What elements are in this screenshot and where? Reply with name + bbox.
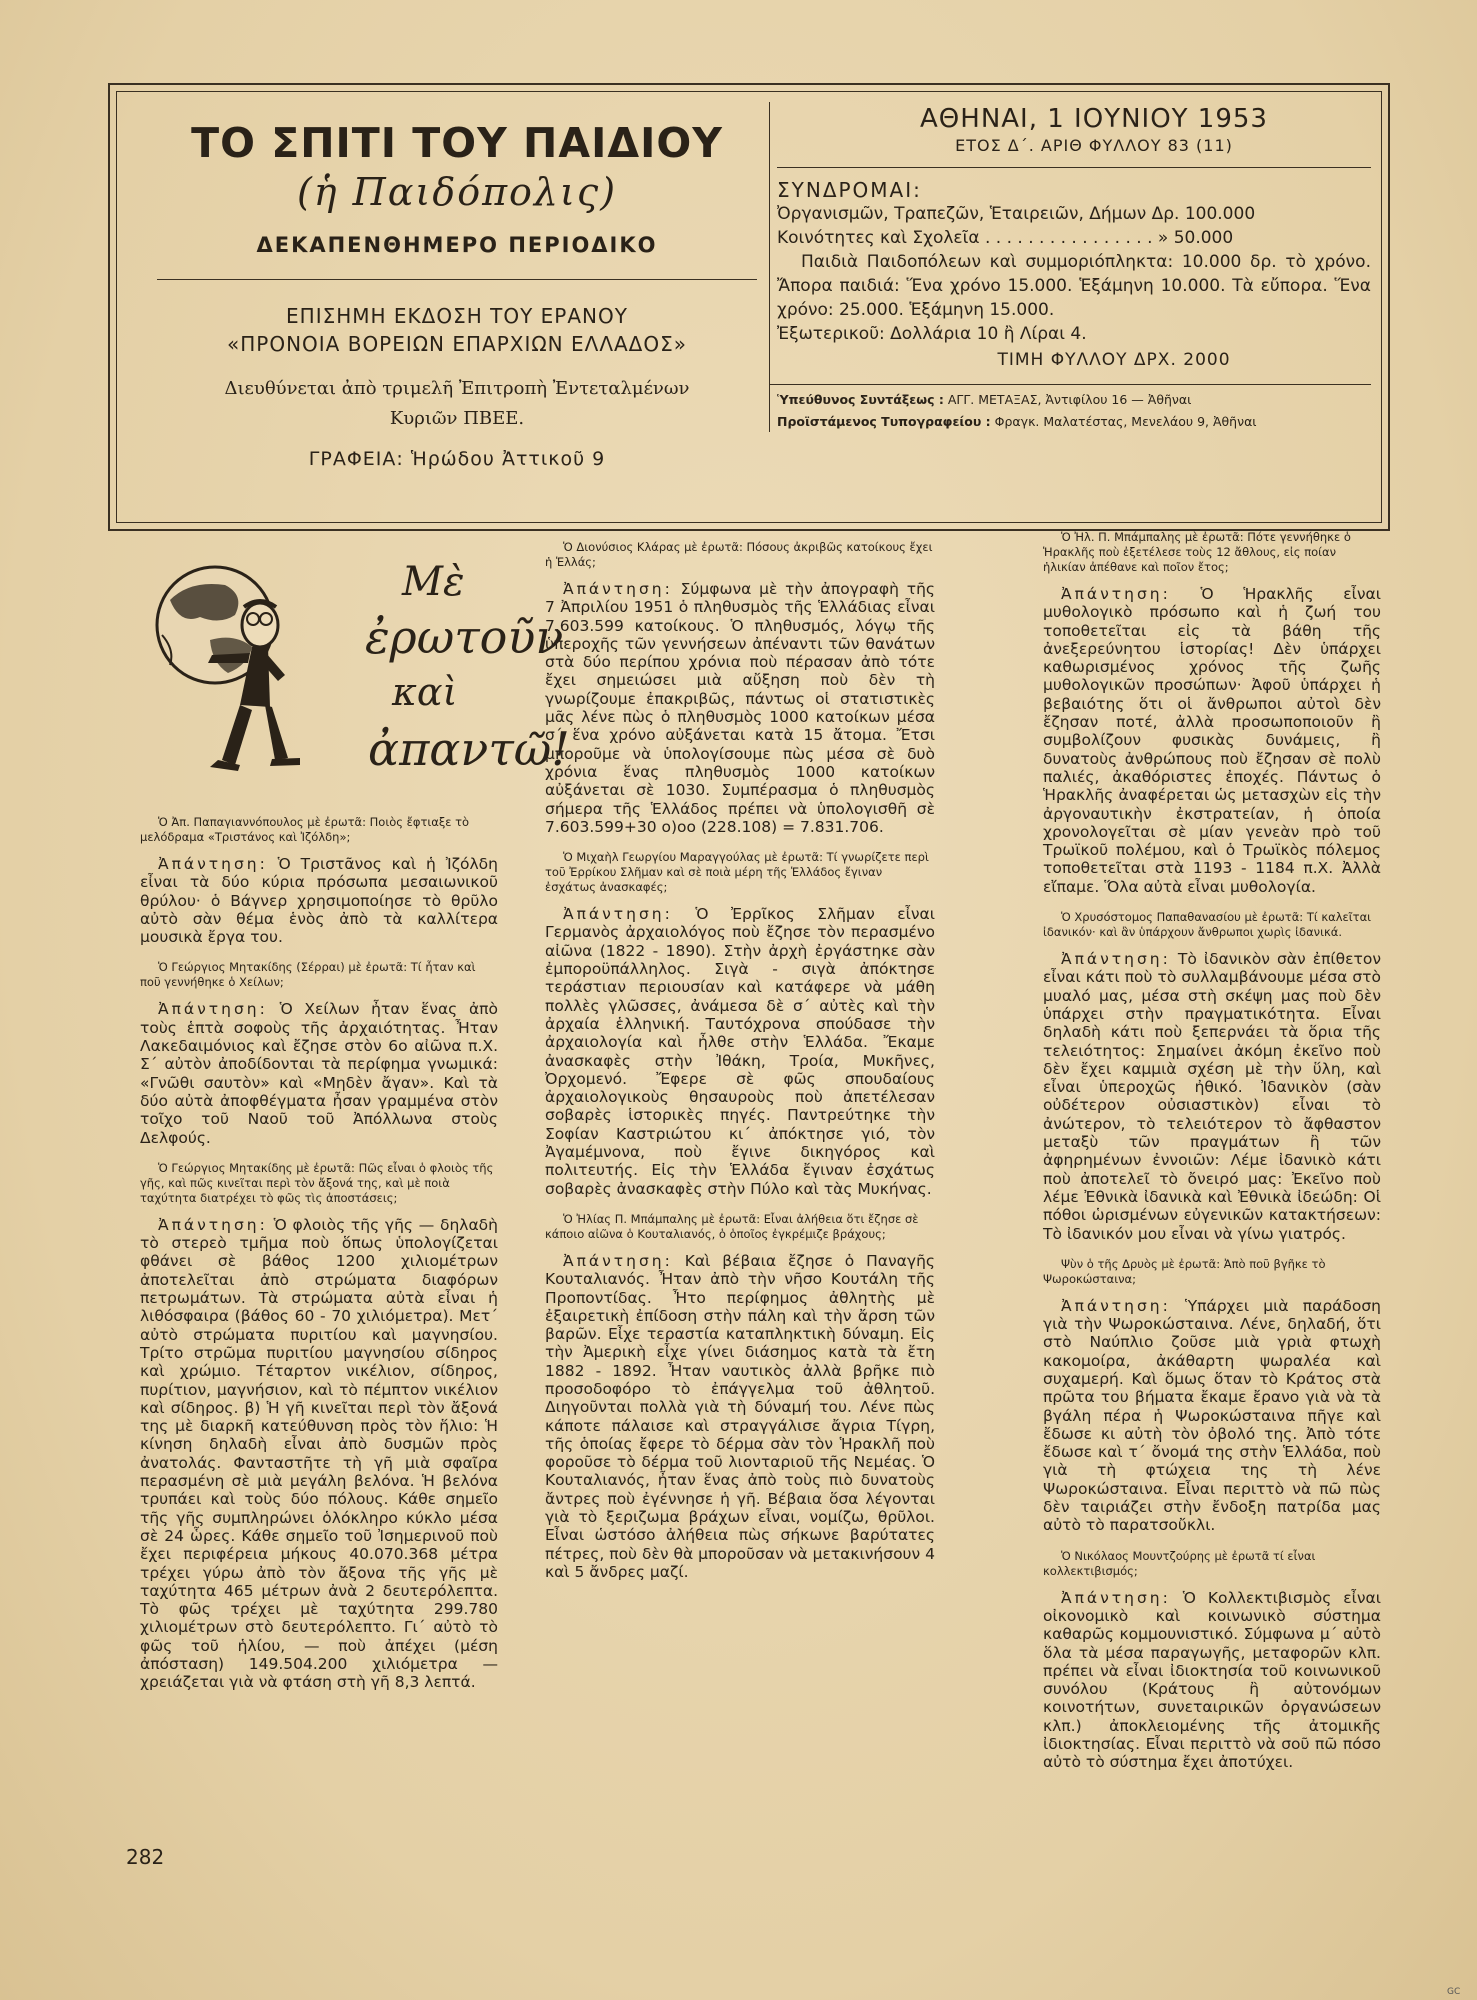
masthead-left [137, 92, 777, 522]
answer-label: Ἀπάντηση: [158, 1000, 268, 1019]
answer-text: Ὑπάρχει μιὰ παράδοση γιὰ τὴν Ψωροκώσταινα. Λένε, δηλαδή, ὅτι στὸ Ναύπλιο ζοῦσε μιὰ γριὰ φτωχὴ κακομοίρα, ἀκάθαρτη ψωραλέα καὶ συχαμερή. Καὶ ὅμως ὅταν τὸ Κράτος στὰ πρῶτα του βήματα ἔκαμε ἔρανο γιὰ νὰ τὰ βγάλη πέρα ἡ Ψωροκώσταινα πῆγε καὶ ἔδωσε κι αὐτὴ τὸν ὀβολό της. Ἀπὸ τότε ἔδωσε καὶ τ΄ ὄνομά της στὴν Ἑλλάδα, ποὺ γιὰ τὴ φτώχεια της τὴ λένε Ψωροκώσταινα. Εἶναι περιττὸ νὰ πῶ πὼς δὲν ταιριάζει στὴν ἔνδοξη πατρίδα μας αὐτὸ τὸ παρατσοὔκλι. [1043, 1296, 1381, 1535]
question-text: Ὁ Ἠλίας Π. Μπάμπαλης μὲ ἐρωτᾶ: Εἶναι ἀλήθεια ὅτι ἔζησε σὲ κάποιο αἰῶνα ὁ Κουταλιανός, ὁ ὁποῖος ἐγκρέμιζε βράχους; [545, 1211, 919, 1241]
column-title-line-4: ἀπαντῶ! [368, 722, 570, 776]
editor-line [777, 389, 1371, 411]
issue-date: ΑΘΗΝΑΙ, 1 ΙΟΥΝΙΟΥ 1953 [920, 104, 1268, 134]
answer-paragraph [140, 855, 498, 946]
printer-name: Φραγκ. Μαλατέστας, Μενελάου 9, Ἀθῆναι [994, 414, 1257, 429]
question-text: Ὁ Χρυσόστομος Παπαθανασίου μὲ ἐρωτᾶ: Τί καλεῖται ἰδανικόν· καὶ ἂν ὑπάρχουν ἄνθρωποι χωρὶς ἰδανικά. [1043, 910, 1372, 940]
answer-text: Σύμφωνα μὲ τὴν ἀπογραφὴ τῆς 7 Ἀπριλίου 1951 ὁ πληθυσμὸς τῆς Ἑλλάδιας εἶναι 7.603.599 κατοίκους. Ὁ πληθυσμός, λόγῳ τῆς ὑπεροχῆς τῶν γεννήσεων ἀπέναντι τῶν θανάτων στὰ δύο περίπου χρόνια ποὺ πέρασαν ἀπὸ τότε ἔχει σημειώσει μιὰ αὔξηση ποὺ δὲν τὴ γνωρίζουμε ἐπακριβῶς, πάντως οἱ στατιστικὲς μᾶς λένε πὼς ὁ πληθυσμὸς 1000 κατοίκων μέσα σ΄ ἕνα χρόνο αὐξάνεται κατὰ 15 ἄτομα. Ἔτσι μποροῦμε νὰ ὑπολογίσουμε πὼς μέσα σὲ δυὸ χρόνια ἕνας πληθυσμὸς 1000 κατοίκων αὐξάνεται σὲ 1030. Συμπέρασμα ὁ πληθυσμὸς σήμερα τῆς Ἑλλάδος πρέπει νὰ ὑπολογισθῆ σὲ 7.603.599+30 ο)οο (228.108) = 7.831.706. [545, 580, 935, 836]
page-number: 282 [126, 1845, 165, 1869]
official-line-1: ΕΠΙΣΗΜΗ ΕΚΔΟΣΗ ΤΟΥ ΕΡΑΝΟΥ [286, 304, 628, 328]
answer-paragraph [545, 580, 935, 836]
answer-paragraph [140, 1216, 498, 1692]
column-2 [545, 540, 935, 1595]
issue-number: ΕΤΟΣ Δ΄. ΑΡΙΘ ΦΥΛΛΟΥ 83 (11) [955, 136, 1233, 155]
answer-label: Ἀπάντηση: [563, 580, 673, 598]
answer-label: Ἀπάντηση: [1061, 1296, 1171, 1315]
offices-address: ΓΡΑΦΕΙΑ: Ἡρώδου Ἀττικοῦ 9 [308, 448, 606, 470]
managed-line-1: Διευθύνεται ἀπὸ τριμελῆ Ἐπιτροπὴ Ἐντεταλμένων [224, 378, 690, 399]
subscription-line-1: Ὀργανισμῶν, Τραπεζῶν, Ἑταιρειῶν, Δήμων Δρ. 100.000 [777, 204, 1256, 224]
answer-paragraph [140, 1000, 498, 1146]
answer-label: Ἀπάντηση: [1061, 585, 1171, 603]
subscription-line-4: Ἐξωτερικοῦ: Δολλάρια 10 ἢ Λίραι 4. [777, 324, 1087, 344]
masthead-right [777, 92, 1371, 522]
answer-text: Καὶ βέβαια ἔζησε ὁ Παναγῆς Κουταλιανός. Ἦταν ἀπὸ τὴν νῆσο Κουτάλη τῆς Προποντίδας. Ἦτο περίφημος ἀθλητὴς μὲ ἐξαιρετικὴ ἐπίδοση στὴν πάλη καὶ τὴν ἄρση τῶν βαρῶν. Εἶχε τεραστία καταπληκτικὴ δύναμη. Εἰς τὴν Ἀμερικὴ εἶχε γίνει διάσημος κατὰ τὰ ἔτη 1882 - 1892. Ἦταν ναυτικὸς ἀλλὰ βρῆκε πιὸ προσοδοφόρο τὸ ἐπάγγελμα τοῦ ἀθλητοῦ. Διηγοῦνται πολλὰ γιὰ τὴ δύναμή του. Λένε πὼς κάποτε πάλαισε καὶ στραγγάλισε ἄγρια Τίγρη, τῆς ὁποίας ἔφερε τὸ δέρμα σὰν τὸν Ἡρακλῆ ποὺ φοροῦσε τὸ δέρμα τοῦ λιονταριοῦ τῆς Νεμέας. Ὁ Κουταλιανός, ἦταν ἕνας ἀπὸ τοὺς πιὸ δυνατοὺς ἄντρες ποὺ ἐγέννησε ἡ γῆ. Βέβαια ὅσα λέγονται γιὰ τὸ ξεριζωμα βράχων εἶναι, νομίζω, θρῦλοι. Εἶναι ὡστόσο ἀλήθεια πὼς σήκωνε βαρύτατες πέτρες, ποὺ δὲν θὰ μποροῦσαν νὰ μετακινήσουν 4 καὶ 5 ἄνδρες μαζί. [545, 1251, 935, 1581]
masthead-rule-2 [777, 167, 1371, 168]
answer-paragraph [1043, 950, 1381, 1243]
masthead-rule-3 [769, 384, 1371, 385]
answer-paragraph [1043, 1297, 1381, 1535]
magazine-subtitle: (ἡ Παιδόπολις) [296, 170, 618, 214]
question-text: Ὁ Νικόλαος Μουντζούρης μὲ ἐρωτᾶ τί εἶναι κολλεκτιβισμός; [1043, 1548, 1316, 1578]
answer-label: Ἀπάντηση: [158, 855, 268, 873]
editor-label: Ὑπεύθυνος Συντάξεως : [777, 392, 944, 407]
column-3 [1043, 530, 1381, 1786]
managed-line-2: Κυριῶν ΠΒΕΕ. [389, 408, 525, 429]
issue-price: ΤΙΜΗ ΦΥΛΛΟΥ ΔΡΧ. 2000 [997, 350, 1231, 370]
answer-text: Ὁ Ἡρακλῆς εἶναι μυθολογικὸ πρόσωπο καὶ ἡ ζωή του τοποθετεῖται εἰς τὰ βάθη τῆς ἀνεξερεύνητου ἱστορίας! Δὲν ὑπάρχει καθωρισμένος χρόνος τῆς ζωῆς μυθολογικῶν προσώπων· Ἀφοῦ ὑπάρχει ἡ βεβαιότης ὅτι οἱ ἄνθρωποι αὐτοὶ δὲν ἔζησαν ποτέ, ἀλλὰ προσωποποιοῦν ἢ συμβολίζουν φυσικὰς δυνάμεις, ἢ δυνατοὺς ἀνθρώπους ποὺ ἔζησαν σὲ πολὺ παλιές, ἀκαθόριστες ἐποχές. Πάντως ὁ Ἡρακλῆς ἀναφέρεται ὡς μετασχὼν εἰς τὴν ἀργοναυτικὴν ἐκστρατείαν, ἡ ὁποία χρονολογεῖται σὲ μίαν γενεὰν πρὸ τοῦ Τρωϊκοῦ πολέμου, καὶ ὁ Τρωϊκὸς πόλεμος τοποθετεῖται στὰ 1193 - 1184 π.Χ. Ἀλλὰ εἴπαμε. Ὅλα αὐτὰ εἶναι μυθολογία. [1043, 585, 1381, 896]
masthead-box [108, 83, 1390, 531]
question-text: Ὁ Μιχαὴλ Γεωργίου Μαραγγούλας μὲ ἐρωτᾶ: Τί γνωρίζετε περὶ τοῦ Ἐρρίκου Σλῆμαν καὶ σὲ ποιὰ μέρη τῆς Ἑλλάδος ἔγιναν ἐσχάτως ἀνασκαφές; [545, 850, 929, 895]
question-text: Ὁ Ἠλ. Π. Μπάμπαλης μὲ ἐρωτᾶ: Πότε γεννήθηκε ὁ Ἡρακλῆς ποὺ ἐξετέλεσε τοὺς 12 ἄθλους, εἰς ποίαν ἡλικίαν ἀπέθανε καὶ ποῖον ἔτος; [1043, 530, 1351, 574]
answer-text: Ὁ Χείλων ἦταν ἕνας ἀπὸ τοὺς ἑπτὰ σοφοὺς τῆς ἀρχαιότητας. Ἦταν Λακεδαιμόνιος καὶ ἔζησε στὸν 6ο αἰῶνα π.Χ. Σ΄ αὐτὸν ἀποδίδονται τὰ περίφημα γνωμικά: «Γνῶθι σαυτὸν» καὶ «Μηδὲν ἄγαν». Καὶ τὰ δύο αὐτὰ ἀποφθέγματα ἦσαν γραμμένα στὸν τοῖχο τοῦ Ναοῦ τοῦ Ἀπόλλωνα στοὺς Δελφούς. [140, 1000, 498, 1147]
official-line-2: «ΠΡΟΝΟΙΑ ΒΟΡΕΙΩΝ ΕΠΑΡΧΙΩΝ ΕΛΛΑΔΟΣ» [227, 332, 687, 356]
column-header-illustration [140, 555, 570, 810]
official-publication [137, 302, 777, 358]
answer-label: Ἀπάντηση: [563, 1251, 673, 1270]
managed-by [137, 374, 777, 434]
magazine-title: ΤΟ ΣΠΙΤΙ ΤΟΥ ΠΑΙΔΙΟΥ [191, 119, 723, 167]
printer-label: Προϊστάμενος Τυπογραφείου : [777, 414, 991, 429]
question-text: Ὁ Ἀπ. Παπαγιαννόπουλος μὲ ἐρωτᾶ: Ποιὸς ἔφτιαξε τὸ μελόδραμα «Τριστάνος καὶ Ἰζόλδη»; [140, 815, 470, 844]
column-1 [140, 815, 498, 1706]
answer-label: Ἀπάντηση: [1061, 950, 1171, 969]
globe-man-icon [140, 555, 570, 810]
answer-text: Τὸ ἰδανικὸν σὰν ἐπίθετον εἶναι κάτι ποὺ τὸ συλλαμβάνουμε μέσα στὸ μυαλό μας, μέσα στὴ σκέψη μας ποὺ δὲν ὑπάρχει στὴν πραγματικότητα. Εἶναι δηλαδὴ κάτι ποὺ ξεπερνάει τὰ ὅρια τῆς τελειότητος: Σημαίνει ἀκόμη ἐκεῖνο ποὺ δὲν ἔχει καμμιὰ σχέση μὲ τὴν ὕλη, καὶ εἶναι ὑπεροχῶς ἠθικό. Ἰδανικὸν (σὰν οὐδέτερον οὐσιαστικὸν) εἶναι τὸ ἀνώτερον, τὸ τελειότερον τὸ ἄφθαστον μεταξὺ τῶν πραγμάτων ἢ τῶν ἀφηρημένων ἐννοιῶν: Λέμε ἰδανικὸ κάτι ποὺ ἀποτελεῖ τὸ ὄνειρό μας: Ἐκεῖνο ποὺ λέμε Ἐθνικὰ ἰδανικὰ καὶ Ἐθνικὰ ἰδεώδη: Οἱ πόθοι ὡρισμένων εὐγενικῶν κατακτήσεων: Τὸ ἰδανικόν μου εἶναι νὰ γίνω γιατρός. [1043, 950, 1381, 1243]
answer-text: Ὁ φλοιὸς τῆς γῆς — δηλαδὴ τὸ στερεὸ τμῆμα ποὺ ὅπως ὑπολογίζεται φθάνει σὲ βάθος 1200 χιλιομέτρων ἀποτελεῖται ἀπὸ στρώματα διαφόρων πετρωμάτων. Τὰ στρώματα αὐτὰ εἶναι ἡ λιθόσφαιρα (βάθος 60 - 70 χιλιόμετρα). Μετ΄ αὐτὸ στρώματα πυριτίου καὶ μαγνησίου. Τρίτο στρῶμα πυριτίου μαγνησίου σίδηρος καὶ χρώμιο. Τέταρτον νικέλιον, σίδηρος, πυρίτιον, μαγνήσιον, καὶ τὸ πέμπτον νικέλιον καὶ σίδηρος. β) Ἡ γῆ κινεῖται περὶ τὸν ἄξονά της μὲ διαρκῆ κατεύθυνση πρὸς τὸν ἥλιο: Ἡ κίνηση δηλαδὴ εἶναι ἀπὸ δυσμῶν πρὸς ἀνατολάς. Φανταστῆτε τὴ γῆ μιὰ σφαῖρα περασμένη σὲ μιὰ μεγάλη βελόνα. Ἡ βελόνα τρυπάει καὶ τοὺς δύο πόλους. Κάθε σημεῖο τῆς γῆς συμπληρώνει ὁλόκληρο κύκλο μέσα σὲ 24 ὧρες. Κάθε σημεῖο τοῦ Ἰσημερινοῦ ποὺ ἔχει περιφέρεια μήκους 40.070.368 μέτρα τρέχει γύρω ἀπὸ τὸν ἄξονα τῆς γῆς μὲ ταχύτητα 465 μέτρων ἀνὰ 2 δευτερόλεπτα. Τὸ φῶς τρέχει μὲ ταχύτητα 299.780 χιλιομέτρων στὸ δευτερόλεπτο. Γι΄ αὐτὸ τὸ φῶς τοῦ ἡλίου, — ποὺ ἀπέχει (μέση ἀπόσταση) 149.504.200 χιλιόμετρα — χρειάζεται γιὰ νὰ φτάση στὴ γῆ 8,3 λεπτά. [140, 1215, 498, 1692]
editor-name: ΑΓΓ. ΜΕΤΑΞΑΣ, Ἀντιφίλου 16 — Ἀθῆναι [947, 392, 1192, 407]
subscription-line-3: Παιδιὰ Παιδοπόλεων καὶ συμμοριόπληκτα: 10.000 δρ. τὸ χρόνο. Ἄπορα παιδιά: Ἕνα χρόνο 15.000. Ἑξάμηνη 10.000. Τὰ εὔπορα. Ἕνα χρόνο: 25.000. Ἑξάμηνη 15.000. [777, 252, 1371, 320]
subscriptions-title: ΣΥΝΔΡΟΜΑΙ: [777, 178, 922, 202]
answer-paragraph [1043, 1589, 1381, 1772]
answer-text: Ὁ Ἐρρῖκος Σλῆμαν εἶναι Γερμανὸς ἀρχαιολόγος ποὺ ἔζησε τὸν περασμένο αἰῶνα (1822 - 1890). Στὴν ἀρχὴ ἐργάστηκε σὰν ἐμποροϋπάλληλος. Σιγὰ - σιγὰ ἀπόκτησε τεράστιαν περιουσίαν καὶ κατάφερε νὰ μάθη πολλὲς γλῶσσες, ἀνάμεσα δὲ σ΄ αὐτὲς καὶ τὴν ἀρχαία ἑλληνική. Ταυτόχρονα σπούδασε τὴν ἀρχαιολογία καὶ ἦλθε στὴν Ἑλλάδα. Ἔκαμε ἀνασκαφὲς στὴν Ἰθάκη, Τροία, Μυκῆνες, Ὀρχομενό. Ἔφερε σὲ φῶς σπουδαίους ἀρχαιολογικοὺς θησαυροὺς ποὺ ἀπετέλεσαν σοβαρὲς ἱστορικὲς πηγές. Παντρεύτηκε τὴν Σοφίαν Καστριώτου κι΄ ἀπόκτησε γιό, τὸν Ἀγαμέμνονα, ποὺ ἔγινε δικηγόρος καὶ πολιτευτής. Εἰς τὴν Ἑλλάδα ἔγιναν ἐσχάτως σοβαρὲς ἀνασκαφὲς στὴν Πύλο καὶ τὰς Μυκήνας. [545, 905, 935, 1198]
periodical-type: ΔΕΚΑΠΕΝΘΗΜΕΡΟ ΠΕΡΙΟΔΙΚΟ [256, 233, 658, 257]
question-text: Ψὺν ὁ τῆς Δρυὸς μὲ ἐρωτᾶ: Ἀπὸ ποῦ βγῆκε τὸ Ψωροκώσταινα; [1043, 1256, 1326, 1286]
answer-paragraph [545, 905, 935, 1198]
column-title-line-1: Μὲ [402, 559, 465, 605]
masthead-divider [769, 102, 770, 432]
printer-line [777, 411, 1371, 433]
answer-label: Ἀπάντηση: [1061, 1588, 1171, 1607]
subscription-line-2: Κοινότητες καὶ Σχολεῖα . . . . . . . . . . . . . . . . » 50.000 [777, 228, 1234, 248]
corner-mark: GC [1447, 1987, 1461, 1997]
answer-text: Ὁ Κολλεκτιβισμὸς εἶναι οἰκονομικὸ καὶ κοινωνικὸ σύστημα καθαρῶς κομμουνιστικό. Σύμφωνα μ΄ αὐτὸ ὅλα τὰ μέσα παραγωγῆς, μεταφορῶν κλπ. πρέπει νὰ εἶναι ἰδιοκτησία τοῦ κοινωνικοῦ συνόλου (Κράτους ἢ αὐτονόμων κοινοτήτων, συνεταιρικῶν ὀργανώσεων κλπ.) ἀποκλειομένης τῆς ἀτομικῆς ἰδιοκτησίας. Εἶναι περιττὸ νὰ σοῦ πῶ πόσο αὐτὸ τὸ σύστημα ἔχει ἀποτύχει. [1043, 1588, 1381, 1772]
answer-label: Ἀπάντηση: [158, 1215, 268, 1234]
answer-label: Ἀπάντηση: [563, 905, 673, 924]
answer-paragraph [1043, 585, 1381, 896]
question-text: Ὁ Γεώργιος Μητακίδης (Σέρραι) μὲ ἐρωτᾶ: Τί ἦταν καὶ ποῦ γεννήθηκε ὁ Χείλων; [140, 960, 476, 990]
masthead-rule [157, 279, 757, 280]
question-text: Ὁ Διονύσιος Κλάρας μὲ ἐρωτᾶ: Πόσους ἀκριβῶς κατοίκους ἔχει ἡ Ἑλλάς; [545, 540, 933, 569]
column-title-line-3: καὶ [392, 670, 458, 714]
question-text: Ὁ Γεώργιος Μητακίδης μὲ ἐρωτᾶ: Πῶς εἶναι ὁ φλοιὸς τῆς γῆς, καὶ πῶς κινεῖται περὶ τὸν ἄξονά της, καὶ μὲ ποιὰ ταχύτητα διατρέχει τὸ φῶς τὶς ἀποστάσεις; [140, 1160, 494, 1205]
masthead-inner-border [116, 91, 1382, 523]
answer-text: Ὁ Τριστᾶνος καὶ ἡ Ἰζόλδη εἶναι τὰ δύο κύρια πρόσωπα μεσαιωνικοῦ θρύλου· ὁ Βάγνερ χρησιμοποίησε τὸ θρῦλο αὐτὸ σὰν θέμα ἑνὸς ἀπὸ τὰ καλλίτερα μουσικὰ ἔργα του. [140, 855, 498, 947]
answer-paragraph [545, 1252, 935, 1581]
column-title-line-2: ἐρωτοῦν [365, 610, 564, 664]
